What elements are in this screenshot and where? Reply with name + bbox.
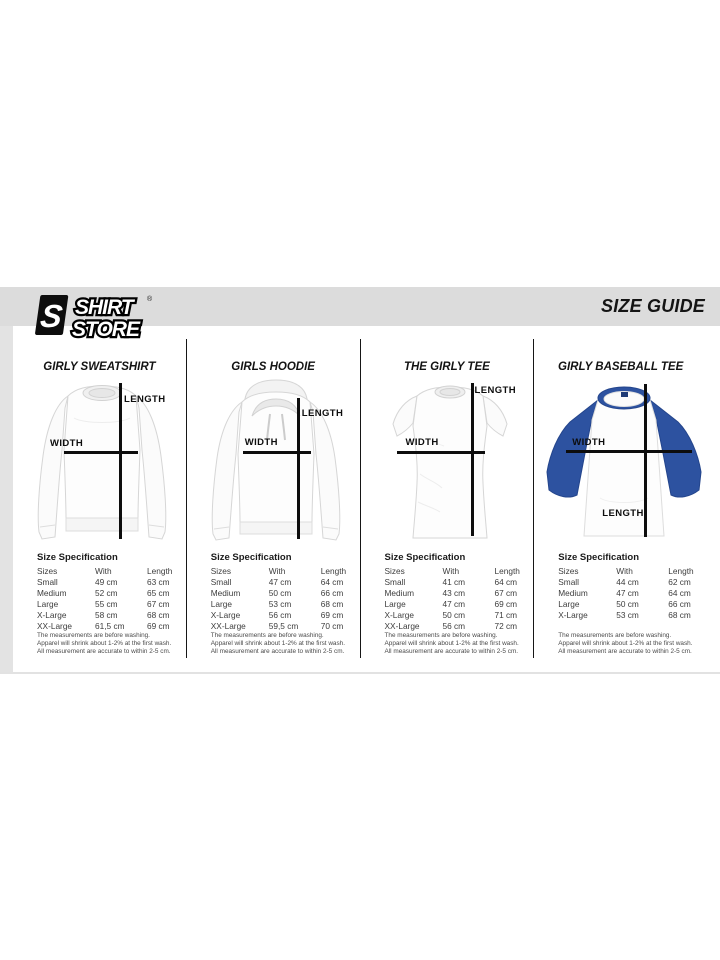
spec-size: X-Large [384,610,415,620]
spec-size: Large [558,599,580,609]
spec-length: 72 cm [494,621,518,631]
spec-length: 65 cm [147,588,170,598]
length-line [119,383,122,539]
width-line [566,450,692,453]
spec-size: XX-Large [37,621,73,631]
washing-footnote [385,632,531,656]
spec-size: Small [210,577,232,587]
width-line [397,451,485,454]
width-line [64,451,138,454]
width-label: WIDTH [405,437,439,448]
left-margin-strip [0,326,13,673]
spec-width: 56 cm [442,621,466,631]
spec-size: Medium [384,588,415,598]
length-line [297,398,300,539]
spec-width: 43 cm [442,588,466,598]
table-row [211,588,357,599]
table-row [211,577,357,588]
table-row [37,599,183,610]
spec-length: 64 cm [320,577,344,587]
header-sizes: Sizes [558,566,579,576]
table-row [385,599,531,610]
spec-size: Medium [37,588,67,598]
footnote-line: The measurements are before washing. [210,632,324,639]
table-row [385,621,531,632]
spec-length: 70 cm [320,621,344,631]
spec-length: 68 cm [668,610,691,620]
spec-length: 63 cm [147,577,170,587]
footnote-line: Apparel will shrink about 1-2% at the first wash. [37,640,172,647]
spec-size: X-Large [558,610,588,620]
footnote-line: The measurements are before washing. [37,632,150,639]
footnote-line: All measurement are accurate to within 2-5 cm. [384,648,519,655]
spec-width: 49 cm [95,577,118,587]
header-length: Length [668,566,694,576]
spec-length: 68 cm [147,610,170,620]
spec-width: 41 cm [442,577,466,587]
spec-title: Size Specification [210,552,292,563]
length-label: LENGTH [602,508,644,519]
header-sizes: Sizes [384,566,405,576]
footnote-line: All measurement are accurate to within 2-5 cm. [558,648,692,655]
spec-width: 47 cm [616,588,639,598]
header-width: With [95,566,112,576]
table-row [37,577,183,588]
spec-length: 62 cm [668,577,691,587]
table-header-row [37,566,183,577]
spec-width: 52 cm [95,588,118,598]
washing-footnote [558,632,704,656]
spec-width: 55 cm [95,599,118,609]
column-title: GIRLY SWEATSHIRT [43,360,156,373]
footnote-line: All measurement are accurate to within 2-5 cm. [210,648,345,655]
hoodie-image [188,378,358,550]
length-label: LENGTH [474,385,516,396]
spec-title: Size Specification [384,552,466,563]
baseball-tee-figure [534,378,707,550]
width-line [243,451,311,454]
column-girly-sweatshirt [13,339,186,658]
column-title: GIRLY BASEBALL TEE [558,360,684,373]
logo-line2: STORE [72,318,139,341]
table-row [558,588,704,599]
logo-line1: SHIRT [75,296,133,319]
header-length: Length [320,566,347,576]
width-label: WIDTH [50,438,84,449]
width-label: WIDTH [572,437,606,448]
washing-footnote [211,632,357,656]
length-line [471,383,474,536]
spec-length: 64 cm [668,588,691,598]
spec-width: 50 cm [442,610,466,620]
header-sizes: Sizes [37,566,58,576]
spec-title: Size Specification [558,552,640,563]
table-row [558,610,704,621]
spec-size: X-Large [210,610,241,620]
spec-size: Large [37,599,59,609]
table-row [37,610,183,621]
table-header-row [211,566,357,577]
spec-length: 69 cm [320,610,344,620]
column-title: THE GIRLY TEE [403,360,490,373]
spec-length: 67 cm [494,588,518,598]
spec-size: Medium [558,588,588,598]
table-row [211,599,357,610]
table-row [211,610,357,621]
size-spec-table [37,552,183,632]
table-row [37,588,183,599]
table-row [385,610,531,621]
spec-size: Medium [210,588,241,598]
spec-length: 67 cm [147,599,170,609]
spec-width: 59,5 cm [268,621,299,631]
header-width: With [616,566,633,576]
footnote-line: Apparel will shrink about 1-2% at the first wash. [384,640,519,647]
spec-length: 69 cm [147,621,170,631]
column-girly-tee [360,339,534,658]
spec-width: 53 cm [268,599,292,609]
table-header-row [558,566,704,577]
spec-size: Large [384,599,406,609]
spec-width: 58 cm [95,610,118,620]
spec-size: XX-Large [384,621,420,631]
spec-size: XX-Large [210,621,246,631]
table-row [211,621,357,632]
spec-length: 71 cm [494,610,518,620]
header-length: Length [494,566,520,576]
size-spec-table [211,552,357,632]
brand-logo[interactable] [33,291,173,343]
column-title: GIRLS HOODIE [231,360,315,373]
spec-width: 53 cm [616,610,639,620]
logo-s-letter: S [38,298,65,334]
footnote-line: Apparel will shrink about 1-2% at the first wash. [558,640,693,647]
spec-size: X-Large [37,610,67,620]
length-label: LENGTH [301,408,344,419]
baseball-tee-image [536,378,706,550]
spec-title: Size Specification [37,552,118,563]
hoodie-figure [187,378,360,550]
footnote-line: Apparel will shrink about 1-2% at the first wash. [210,640,346,647]
column-girly-baseball-tee [533,339,707,658]
registered-mark: ® [147,296,153,303]
length-line [644,384,647,537]
table-row [558,599,704,610]
table-header-row [385,566,531,577]
spec-width: 56 cm [268,610,292,620]
column-girls-hoodie [186,339,360,658]
size-spec-table [558,552,704,621]
width-label: WIDTH [244,437,278,448]
spec-length: 66 cm [320,588,344,598]
spec-size: Small [558,577,579,587]
spec-length: 68 cm [320,599,344,609]
footnote-line: The measurements are before washing. [558,632,672,639]
washing-footnote [37,632,183,656]
tee-figure [361,378,534,550]
size-guide-columns [13,339,707,658]
spec-width: 47 cm [442,599,466,609]
spec-width: 61,5 cm [95,621,125,631]
bottom-divider [0,672,720,674]
spec-width: 47 cm [268,577,292,587]
spec-width: 44 cm [616,577,639,587]
header-sizes: Sizes [210,566,232,576]
spec-size: Small [37,577,58,587]
header-width: With [268,566,286,576]
sweatshirt-figure [13,378,186,550]
table-row [558,577,704,588]
table-row [385,577,531,588]
footnote-line: All measurement are accurate to within 2-5 cm. [37,648,171,655]
spec-length: 64 cm [494,577,518,587]
header-width: With [442,566,460,576]
shirt-store-logo-icon [33,291,173,343]
spec-width: 50 cm [268,588,292,598]
page-title: SIZE GUIDE [600,296,705,316]
spec-size: Small [384,577,406,587]
table-row [385,588,531,599]
size-spec-table [385,552,531,632]
table-row [37,621,183,632]
tee-image [362,378,532,550]
header-length: Length [147,566,173,576]
spec-length: 66 cm [668,599,691,609]
spec-length: 69 cm [494,599,518,609]
footnote-line: The measurements are before washing. [384,632,498,639]
length-label: LENGTH [124,394,166,405]
spec-width: 50 cm [616,599,639,609]
spec-size: Large [210,599,232,609]
